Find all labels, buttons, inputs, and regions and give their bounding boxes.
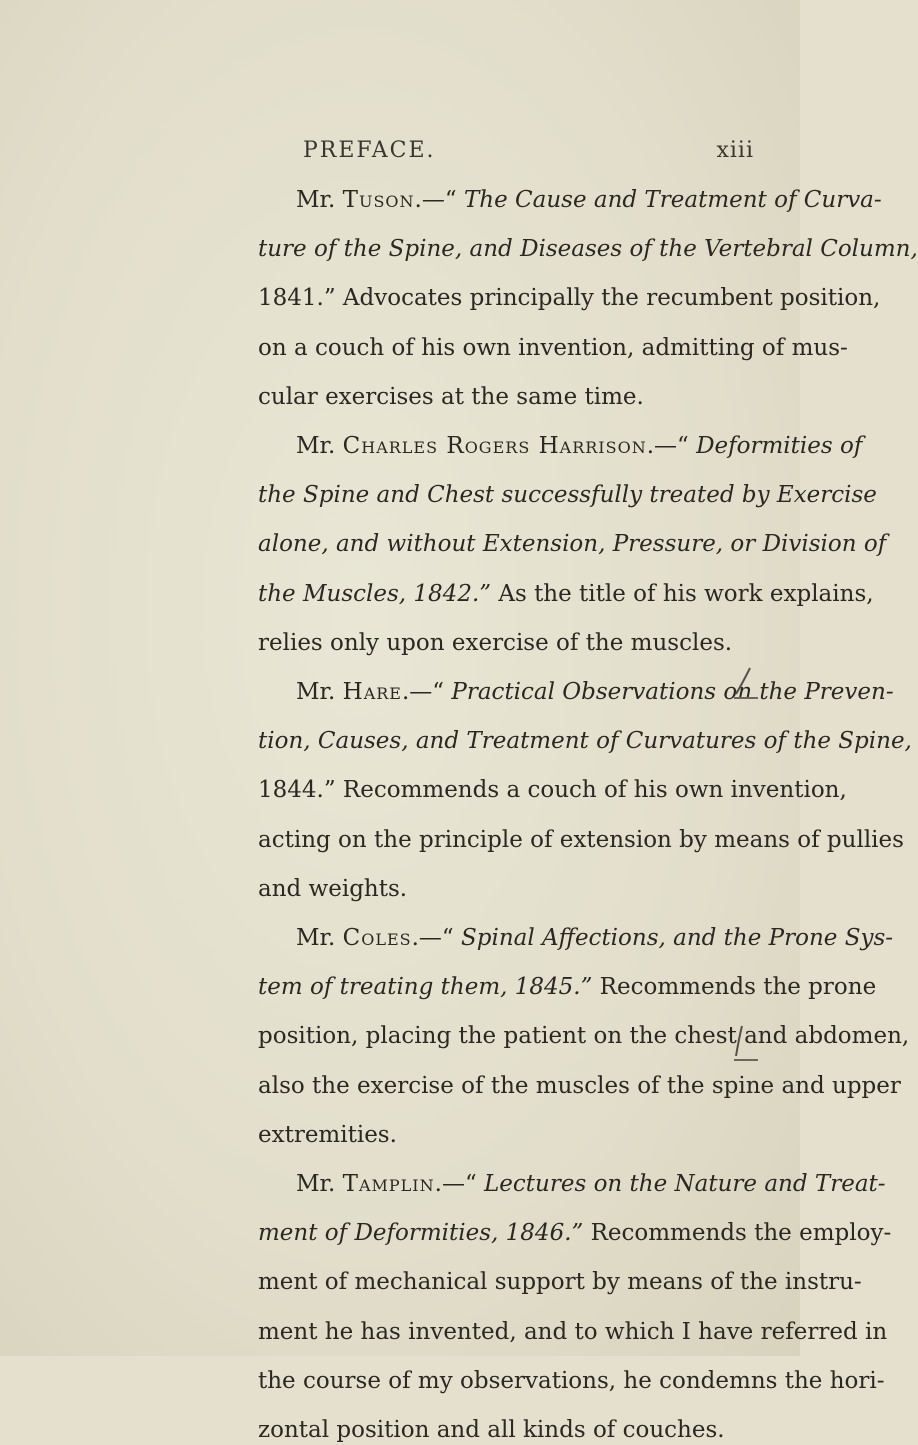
text-run: acting on the principle of extension by means of pullies	[258, 826, 904, 853]
text-line	[296, 431, 863, 461]
text-line	[258, 1120, 703, 1150]
text-run: 1841.” Advocates principally the recumbent position,	[258, 285, 881, 312]
work-title: Practical Observations on the Preven-	[451, 679, 894, 705]
text-run: .—“	[414, 187, 464, 213]
text-line	[258, 579, 874, 609]
pencil-margin-mark-icon	[728, 1024, 768, 1064]
text-line	[258, 775, 847, 805]
work-title: the Spine and Chest successfully treated by Exercise	[258, 482, 877, 509]
text-line	[258, 480, 877, 510]
text-line	[258, 1267, 862, 1297]
text-run: extremities.	[258, 1121, 397, 1148]
work-title: ture of the Spine, and Diseases of the Vertebral Column,	[258, 236, 918, 263]
text-line	[258, 1317, 888, 1347]
text-run: Mr.	[296, 1171, 343, 1197]
author-name: Tamplin	[342, 1171, 435, 1197]
text-line	[258, 1366, 885, 1396]
text-line	[258, 234, 918, 264]
text-run: Mr.	[296, 433, 343, 459]
work-title: alone, and without Extension, Pressure, or Division of	[258, 531, 887, 558]
text-run: ment of mechanical support by means of the instru-	[258, 1269, 862, 1296]
text-run: Recommends the prone	[592, 974, 877, 1001]
text-line	[296, 677, 894, 707]
text-run: position, placing the patient on the chest and abdomen,	[258, 1023, 910, 1050]
author-name: Coles	[342, 925, 412, 951]
text-run: the course of my observations, he condemns the hori-	[258, 1367, 885, 1394]
text-line	[258, 628, 733, 658]
work-title: ment of Deformities, 1846.”	[258, 1220, 584, 1247]
text-line	[258, 333, 848, 363]
running-title: PREFACE.	[303, 138, 436, 163]
text-run: also the exercise of the muscles of the spine and upper	[258, 1072, 901, 1099]
text-line	[258, 825, 904, 855]
text-run: Mr.	[296, 679, 343, 705]
pencil-margin-mark-icon	[728, 664, 768, 704]
page-number: xiii	[716, 138, 754, 163]
work-title: Lectures on the Nature and Treat-	[484, 1171, 886, 1197]
work-title: The Cause and Treatment of Curva-	[463, 187, 882, 213]
author-name: Charles Rogers Harrison	[342, 433, 647, 459]
text-run: cular exercises at the same time.	[258, 383, 644, 410]
work-title: Spinal Affections, and the Prone Sys-	[461, 925, 894, 951]
text-line	[258, 726, 912, 756]
text-line	[258, 972, 877, 1002]
work-title: Deformities of	[696, 433, 863, 459]
text-run: Mr.	[296, 187, 343, 213]
text-line	[258, 874, 703, 904]
text-line	[258, 1021, 910, 1051]
work-title: the Muscles, 1842.”	[258, 580, 492, 607]
text-run: Recommends the employ-	[583, 1220, 892, 1247]
text-run: 1844.” Recommends a couch of his own invention,	[258, 777, 847, 804]
text-run: and weights.	[258, 875, 408, 902]
author-name: Tuson	[342, 187, 415, 213]
text-run: .—“	[646, 433, 697, 459]
text-line	[258, 1415, 725, 1445]
text-run: .—“	[434, 1171, 485, 1197]
text-run: Mr.	[296, 925, 343, 951]
text-run: zontal position and all kinds of couches.	[258, 1417, 725, 1443]
text-line	[258, 382, 703, 412]
text-run: relies only upon exercise of the muscles.	[258, 629, 733, 656]
text-line	[296, 185, 882, 215]
author-name: Hare	[342, 679, 402, 705]
text-line	[296, 923, 894, 953]
text-line	[258, 1218, 892, 1248]
text-run: on a couch of his own invention, admitting of mus-	[258, 334, 848, 361]
page-header	[258, 138, 798, 172]
text-run: As the title of his work explains,	[491, 580, 874, 607]
text-line	[258, 283, 881, 313]
text-run: .—“	[411, 925, 462, 951]
work-title: tem of treating them, 1845.”	[258, 974, 593, 1001]
text-run: .—“	[401, 679, 452, 705]
work-title: tion, Causes, and Treatment of Curvatures of the Spine,	[258, 728, 912, 755]
text-run: ment he has invented, and to which I have referred in	[258, 1318, 888, 1345]
text-line	[296, 1169, 886, 1199]
text-line	[258, 529, 887, 559]
text-line	[258, 1071, 901, 1101]
